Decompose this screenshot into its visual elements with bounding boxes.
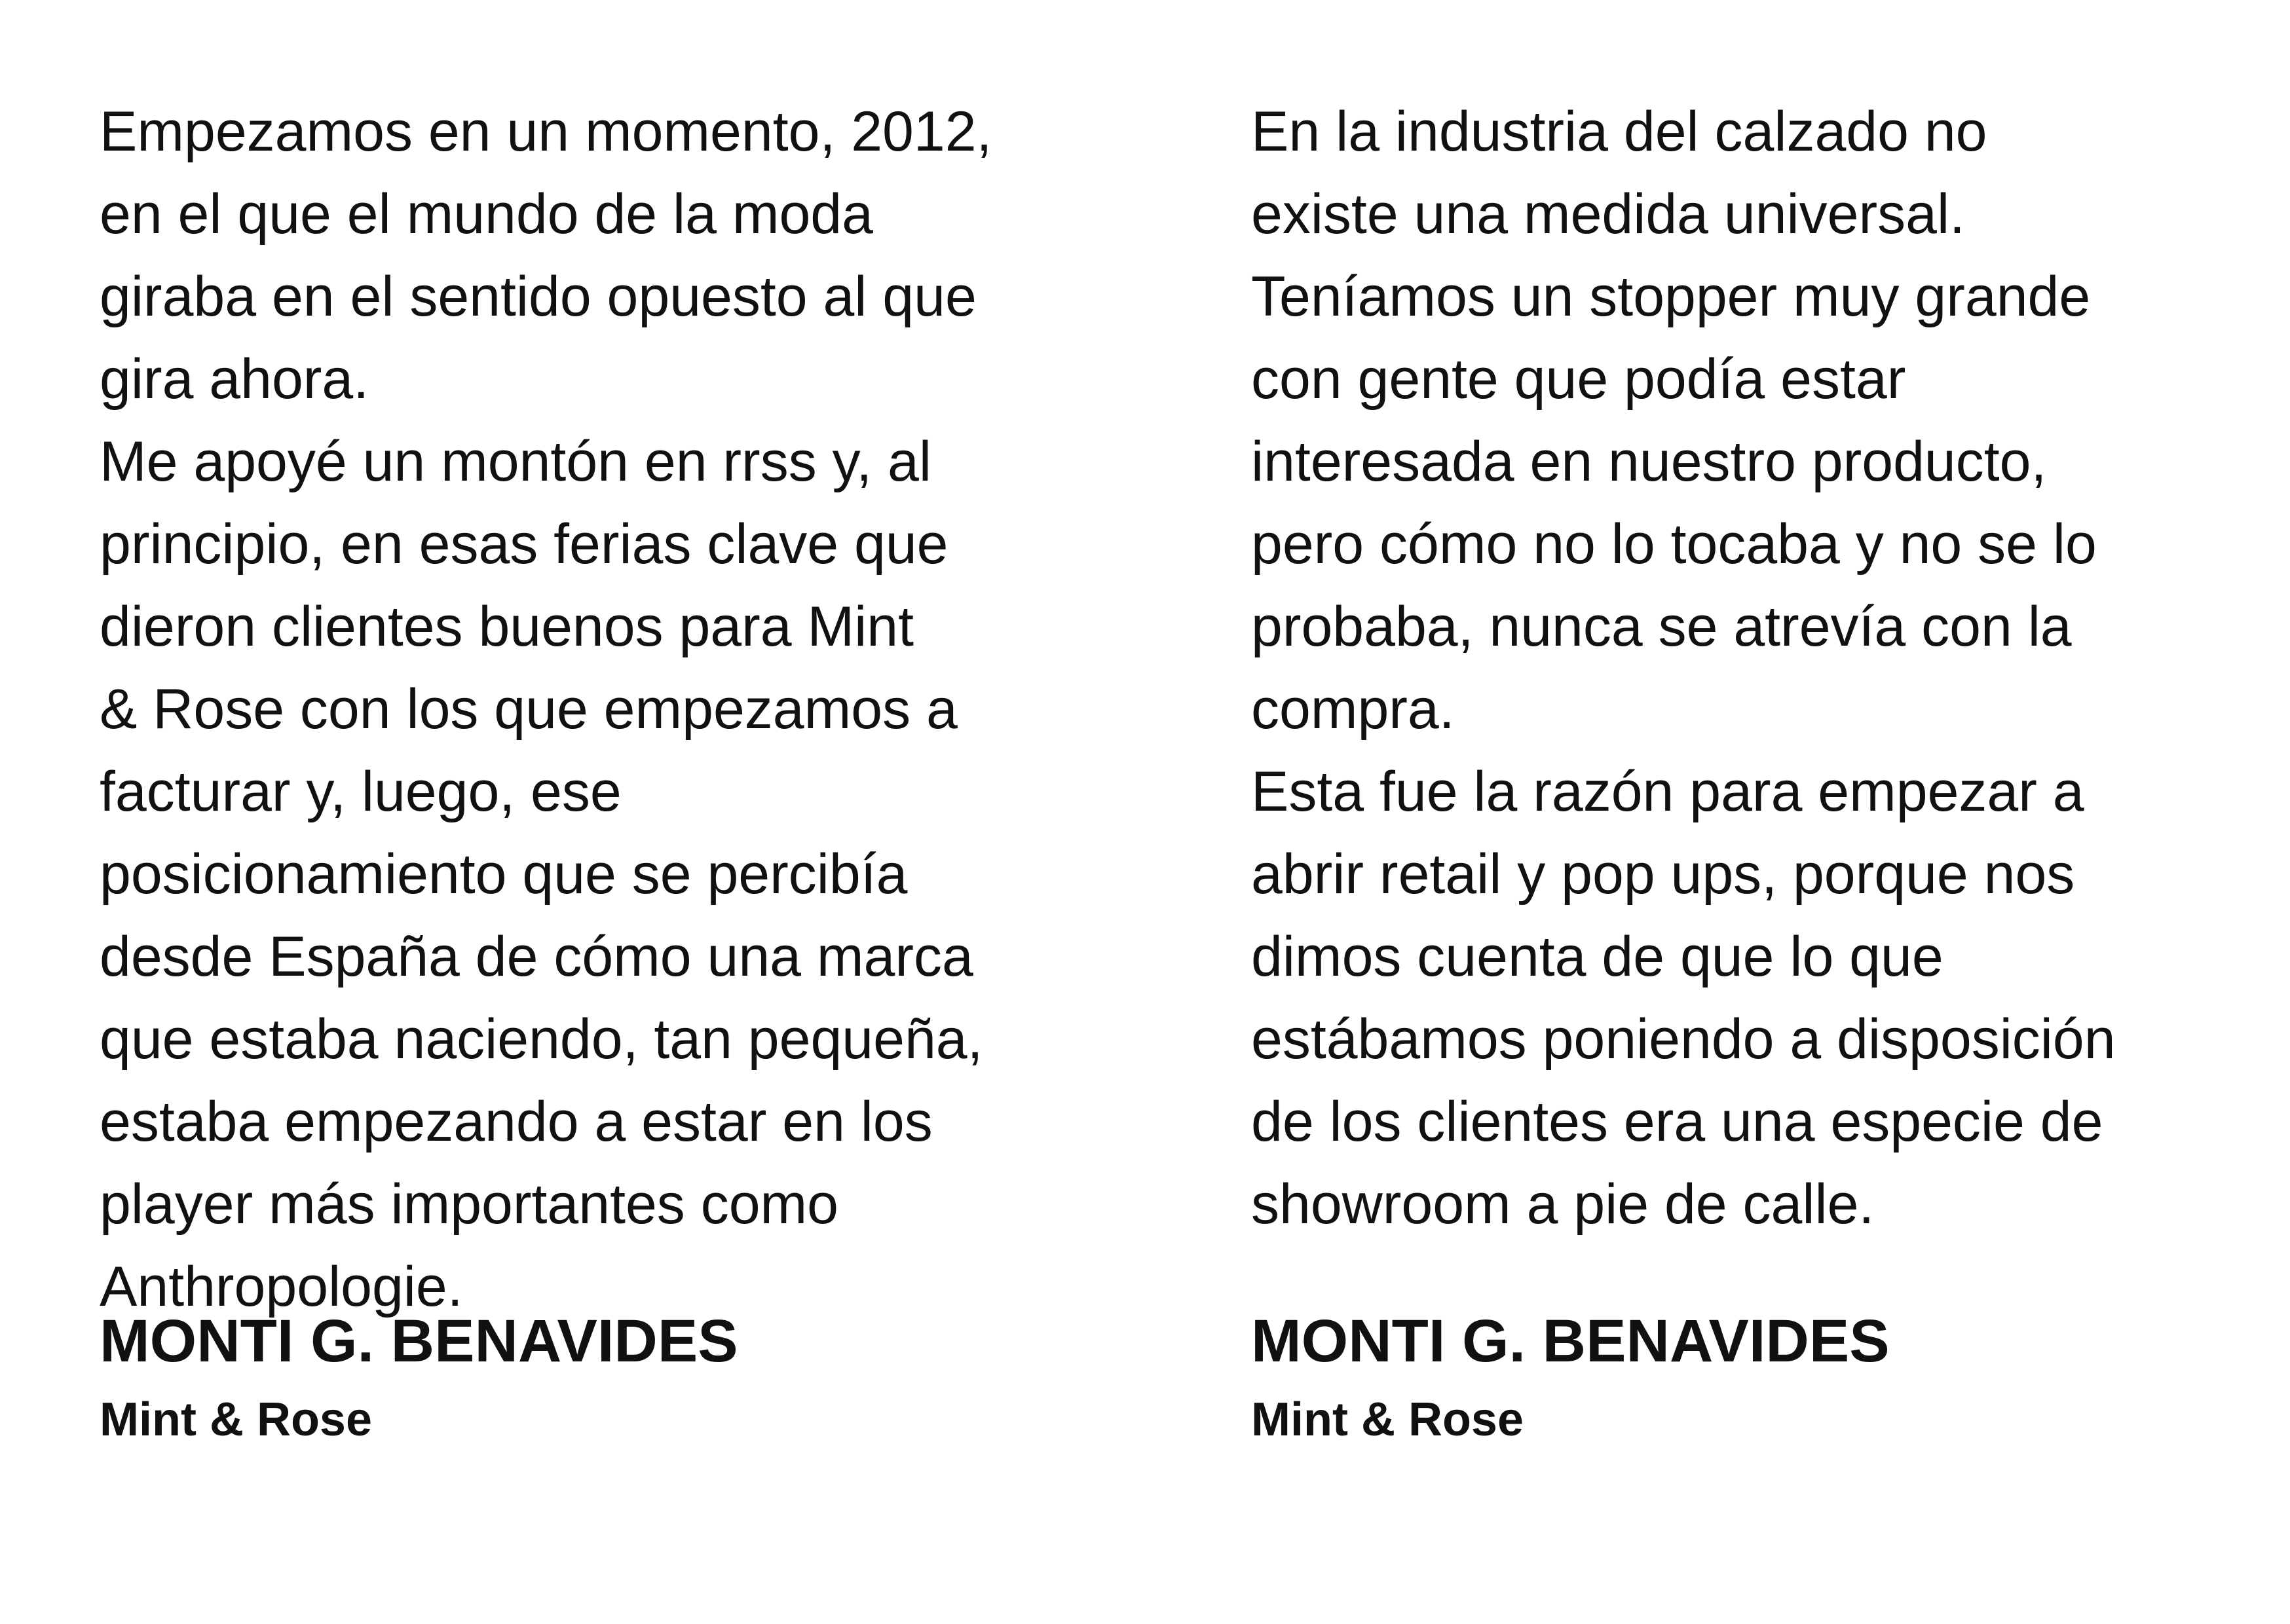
quote-column-left: [100, 90, 1082, 1449]
author-name: MONTI G. BENAVIDES: [100, 1308, 738, 1375]
company-name: Mint & Rose: [100, 1393, 373, 1446]
company-name: Mint & Rose: [1251, 1393, 1524, 1446]
quote-text: [1251, 90, 2234, 1305]
quote-text: [100, 90, 1082, 1318]
quote-column-right: [1251, 90, 2234, 1449]
quote-paragraph: Esta fue la razón para empezar a abrir retail y pop ups, porque nos dimos cuenta de que lo que estábamos poniendo a disposición de los clientes era una especie de showroom a pie de calle.: [1251, 760, 2116, 1236]
quote-paragraph: Me apoyé un montón en rrss y, al principio, en esas ferias clave que dieron clientes buenos para Mint & Rose con los que empezamos a facturar y, luego, ese posicionamiento que se percibía desde España de cómo una marca que estaba naciendo, tan pequeña, estaba empezando a estar en los player más importantes como Anthropologie.: [100, 430, 983, 1318]
author-name: MONTI G. BENAVIDES: [1251, 1308, 1890, 1375]
quote-paragraph: Empezamos en un momento, 2012, en el que el mundo de la moda giraba en el sentido opuesto al que gira ahora.: [100, 100, 992, 411]
quote-paragraph: En la industria del calzado no existe una medida universal. Teníamos un stopper muy grande con gente que podía estar interesada en nuestro producto, pero cómo no lo tocaba y no se lo probaba, nunca se atrevía con la compra.: [1251, 100, 2097, 741]
